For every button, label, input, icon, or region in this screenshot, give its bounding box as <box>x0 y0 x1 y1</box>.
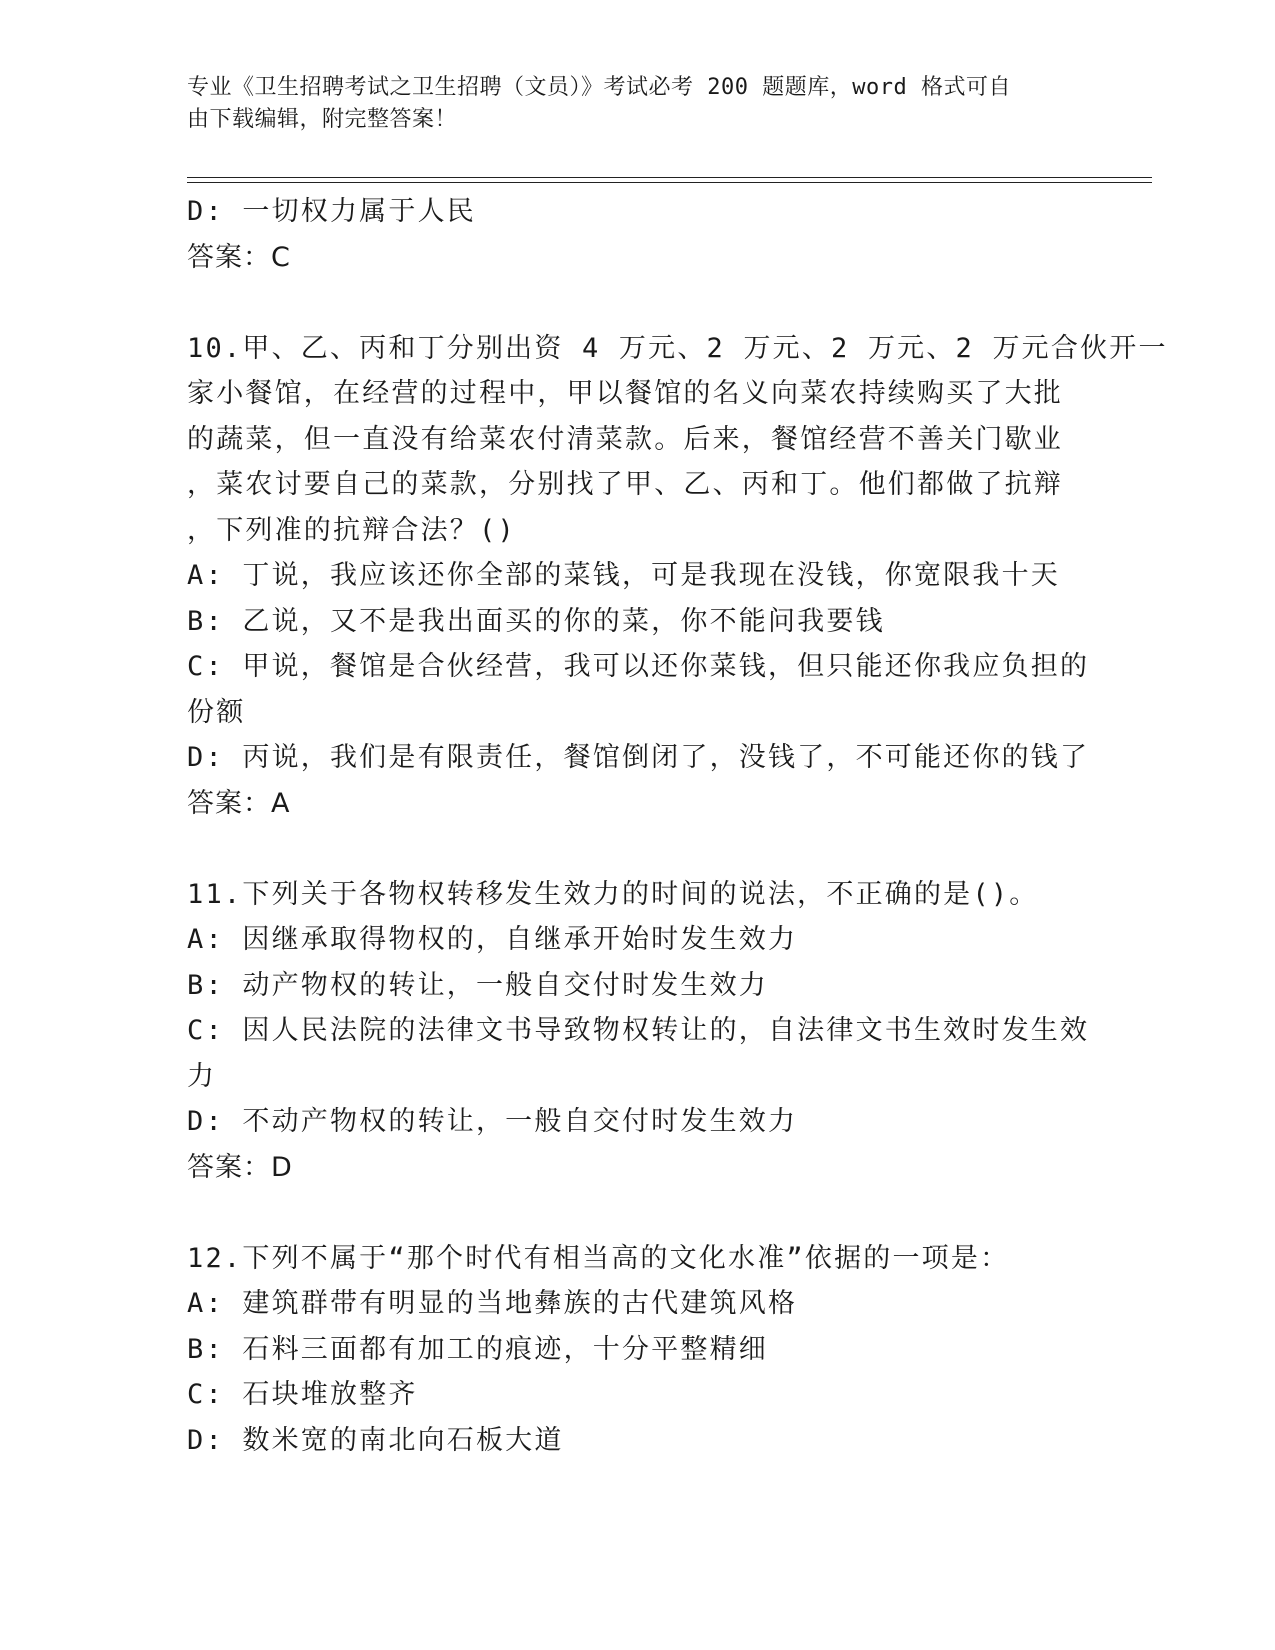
q10-stem-line: ，下列准的抗辩合法？() <box>187 514 516 546</box>
document-body <box>187 189 1168 1463</box>
q11-option-a: A: 因继承取得物权的，自继承开始时发生效力 <box>187 924 798 955</box>
q11-option-b: B: 动产物权的转让，一般自交付时发生效力 <box>187 969 768 1001</box>
q10-stem-line: 10.甲、乙、丙和丁分别出资 4 万元、2 万元、2 万元、2 万元合伙开一 <box>187 332 1168 364</box>
q10-option-d: D: 丙说，我们是有限责任，餐馆倒闭了，没钱了，不可能还你的钱了 <box>187 742 1090 773</box>
q11-option-d: D: 不动产物权的转让，一般自交付时发生效力 <box>187 1106 798 1137</box>
q11-stem: 11.下列关于各物权转移发生效力的时间的说法，不正确的是()。 <box>187 878 1039 910</box>
q11-answer: 答案：D <box>187 1151 293 1183</box>
document-header <box>187 72 1087 136</box>
spacer <box>187 1190 1087 1236</box>
header-divider-top <box>187 177 1152 178</box>
q10-stem-line: 家小餐馆，在经营的过程中，甲以餐馆的名义向菜农持续购买了大批 <box>187 378 1063 409</box>
q10-option-c: C: 甲说，餐馆是合伙经营，我可以还你菜钱，但只能还你我应负担的 <box>187 651 1090 682</box>
q12-option-b: B: 石料三面都有加工的痕迹，十分平整精细 <box>187 1333 768 1365</box>
q11-option-c: C: 因人民法院的法律文书导致物权转让的，自法律文书生效时发生效 <box>187 1015 1090 1046</box>
q10-option-c-cont: 份额 <box>187 696 246 728</box>
q12-stem: 12.下列不属于“那个时代有相当高的文化水准”依据的一项是： <box>187 1242 1010 1274</box>
spacer <box>187 826 1087 872</box>
q10-answer: 答案：A <box>187 787 291 819</box>
spacer <box>187 280 1087 326</box>
q10-option-b: B: 乙说，又不是我出面买的你的菜，你不能问我要钱 <box>187 605 885 637</box>
q9-answer: 答案：C <box>187 241 291 273</box>
q10-option-a: A: 丁说，我应该还你全部的菜钱，可是我现在没钱，你宽限我十天 <box>187 560 1060 591</box>
header-divider-bottom <box>187 182 1152 183</box>
q12-option-d: D: 数米宽的南北向石板大道 <box>187 1424 564 1456</box>
q12-option-a: A: 建筑群带有明显的当地彝族的古代建筑风格 <box>187 1288 798 1319</box>
q10-stem-line: ，菜农讨要自己的菜款，分别找了甲、乙、丙和丁。他们都做了抗辩 <box>187 469 1063 500</box>
header-line-1: 专业《卫生招聘考试之卫生招聘（文员）》考试必考 200 题题库，word 格式可自 <box>187 75 1011 100</box>
q12-option-c: C: 石块堆放整齐 <box>187 1379 418 1410</box>
q11-option-c-cont: 力 <box>187 1060 217 1092</box>
q9-option-d: D: 一切权力属于人民 <box>187 196 476 227</box>
header-line-2: 由下载编辑，附完整答案！ <box>187 107 458 132</box>
q10-stem-line: 的蔬菜，但一直没有给菜农付清菜款。后来，餐馆经营不善关门歇业 <box>187 423 1063 455</box>
